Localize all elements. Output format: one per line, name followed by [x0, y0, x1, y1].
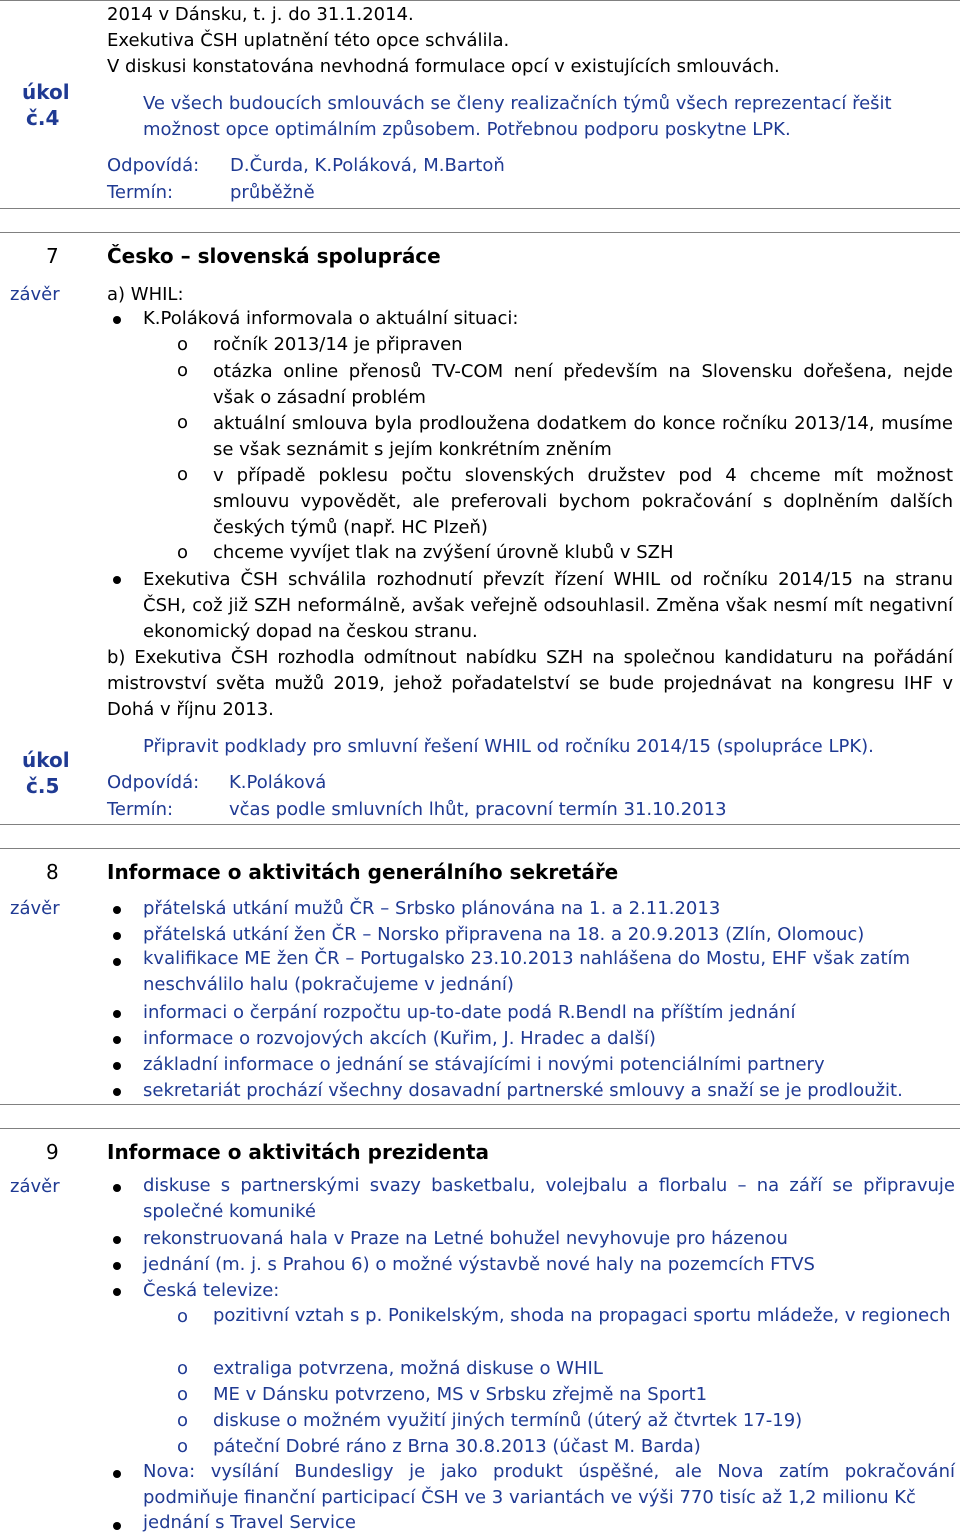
- list-item: diskuse s partnerskými svazy basketbalu, volejbalu a florbalu – na září se připravuje společné komuniké: [143, 1175, 955, 1222]
- bullet-icon: [113, 316, 121, 324]
- list-item: kvalifikace ME žen ČR – Portugalsko 23.10.2013 nahlášena do Mostu, EHF však zatím neschválilo halu (pokračujeme v jednání): [143, 948, 911, 995]
- sub-item: v případě poklesu počtu slovenských družstev pod 4 chceme mít možnost smlouvu vypovědět, ale preferovali bychom pokračování s doplněním dalších českých týmů (např. HC Plzeň): [213, 465, 953, 538]
- list-item: jednání (m. j. s Prahou 6) o možné výstavbě nové haly na pozemcích FTVS: [143, 1254, 815, 1275]
- circle-bullet-icon: o: [177, 334, 189, 355]
- circle-bullet-icon: o: [177, 1410, 189, 1431]
- top-line-2: Exekutiva ČSH uplatnění této opce schválila.: [107, 30, 510, 51]
- list-item: sekretariát prochází všechny dosavadní partnerské smlouvy a snaží se je prodloužit.: [143, 1080, 903, 1101]
- list-item: Nova: vysílání Bundesligy je jako produkt úspěšné, ale Nova zatím pokračování podmiňuje finanční participací ČSH ve 3 variantách ve výši 770 tisíc až 1,2 milionu Kč: [143, 1461, 955, 1508]
- list-item: informaci o čerpání rozpočtu up-to-date podá R.Bendl na příštím jednání: [143, 1002, 796, 1023]
- sub-item: diskuse o možném využití jiných termínů (úterý až čtvrtek 17-19): [213, 1410, 803, 1431]
- conclusion-label: závěr: [10, 284, 60, 305]
- bullet-icon: [113, 1062, 121, 1070]
- list-item: základní informace o jednání se stávajícími i novými potenciálními partnery: [143, 1054, 825, 1075]
- top-border: [0, 0, 960, 1]
- divider: [0, 232, 960, 233]
- section-title: Informace o aktivitách generálního sekretáře: [107, 860, 619, 884]
- task-number: č.4: [26, 106, 60, 130]
- bullet-icon: [113, 576, 121, 584]
- circle-bullet-icon: o: [177, 1306, 189, 1327]
- divider: [0, 1104, 960, 1105]
- task-number: č.5: [26, 774, 60, 798]
- circle-bullet-icon: o: [177, 1384, 189, 1405]
- sub-item: extraliga potvrzena, možná diskuse o WHIL: [213, 1358, 603, 1379]
- term-value: průběžně: [230, 182, 315, 203]
- circle-bullet-icon: o: [177, 542, 189, 563]
- bullet-icon: [113, 1184, 121, 1192]
- term-value: včas podle smluvních lhůt, pracovní termín 31.10.2013: [229, 799, 727, 820]
- responsible-value: D.Čurda, K.Poláková, M.Bartoň: [230, 155, 505, 176]
- list-item: Exekutiva ČSH schválila rozhodnutí převzít řízení WHIL od ročníku 2014/15 na stranu ČSH, což již SZH neformálně, avšak veřejně odsouhlasil. Změna však nesmí mít negativní ekonomický dopad na českou stranu.: [143, 569, 953, 642]
- list-item: přátelská utkání žen ČR – Norsko připravena na 18. a 20.9.2013 (Zlín, Olomouc): [143, 924, 865, 945]
- section-title: Informace o aktivitách prezidenta: [107, 1140, 490, 1164]
- top-line-3: V diskusi konstatována nevhodná formulace opcí v existujících smlouvách.: [107, 56, 780, 77]
- sub-item: otázka online přenosů TV-COM není především na Slovensku dořešena, nejde však o zásadní problém: [213, 361, 953, 408]
- circle-bullet-icon: o: [177, 412, 189, 433]
- section-number: 9: [46, 1140, 59, 1164]
- section-number: 7: [46, 244, 59, 268]
- list-item: jednání s Travel Service: [143, 1512, 356, 1533]
- bullet-icon: [113, 1470, 121, 1478]
- sub-item: aktuální smlouva byla prodloužena dodatkem do konce ročníku 2013/14, musíme se však seznámit s jejím konkrétním zněním: [213, 413, 953, 460]
- sub-item: páteční Dobré ráno z Brna 30.8.2013 (účast M. Barda): [213, 1436, 701, 1457]
- task-text: Připravit podklady pro smluvní řešení WHIL od ročníku 2014/15 (spolupráce LPK).: [143, 736, 874, 757]
- bullet-icon: [113, 1010, 121, 1018]
- responsible-label: Odpovídá:: [107, 772, 200, 793]
- list-item: přátelská utkání mužů ČR – Srbsko plánována na 1. a 2.11.2013: [143, 898, 721, 919]
- section-title: Česko – slovenská spolupráce: [107, 244, 441, 268]
- list-item: Česká televize:: [143, 1280, 280, 1301]
- divider: [0, 848, 960, 849]
- list-item: informace o rozvojových akcích (Kuřim, J. Hradec a další): [143, 1028, 656, 1049]
- bullet-icon: [113, 1262, 121, 1270]
- circle-bullet-icon: o: [177, 1436, 189, 1457]
- circle-bullet-icon: o: [177, 464, 189, 485]
- bullet-icon: [113, 1088, 121, 1096]
- sub-item: ME v Dánsku potvrzeno, MS v Srbsku zřejmě na Sport1: [213, 1384, 708, 1405]
- subsection-b-text: b) Exekutiva ČSH rozhodla odmítnout nabídku SZH na společnou kandidaturu na pořádání mistrovství světa mužů 2019, jehož pořadatelství se bude projednávat na kongresu IHF v Dohá v říjnu 2013.: [107, 647, 953, 720]
- task-text: Ve všech budoucích smlouvách se členy realizačních týmů všech reprezentací řešit možnost opce optimálním způsobem. Potřebnou podporu poskytne LPK.: [143, 93, 892, 140]
- section-number: 8: [46, 860, 59, 884]
- responsible-label: Odpovídá:: [107, 155, 200, 176]
- sub-item: chceme vyvíjet tlak na zvýšení úrovně klubů v SZH: [213, 542, 674, 563]
- responsible-value: K.Poláková: [229, 772, 327, 793]
- circle-bullet-icon: o: [177, 360, 189, 381]
- divider: [0, 1128, 960, 1129]
- bullet-icon: [113, 958, 121, 966]
- bullet-icon: [113, 1236, 121, 1244]
- conclusion-label: závěr: [10, 898, 60, 919]
- list-item: K.Poláková informovala o aktuální situaci:: [143, 308, 519, 329]
- task-label: úkol: [22, 80, 70, 104]
- sub-item: pozitivní vztah s p. Ponikelským, shoda na propagaci sportu mládeže, v regionech: [213, 1305, 951, 1326]
- divider: [0, 824, 960, 825]
- top-line-1: 2014 v Dánsku, t. j. do 31.1.2014.: [107, 4, 414, 25]
- task-label: úkol: [22, 748, 70, 772]
- bullet-icon: [113, 1288, 121, 1296]
- term-label: Termín:: [107, 182, 174, 203]
- divider: [0, 208, 960, 209]
- term-label: Termín:: [107, 799, 174, 820]
- bullet-icon: [113, 1522, 121, 1530]
- bullet-icon: [113, 1036, 121, 1044]
- subsection-a-label: a) WHIL:: [107, 284, 184, 305]
- sub-item: ročník 2013/14 je připraven: [213, 334, 463, 355]
- conclusion-label: závěr: [10, 1176, 60, 1197]
- circle-bullet-icon: o: [177, 1358, 189, 1379]
- list-item: rekonstruovaná hala v Praze na Letné bohužel nevyhovuje pro házenou: [143, 1228, 788, 1249]
- bullet-icon: [113, 906, 121, 914]
- bullet-icon: [113, 932, 121, 940]
